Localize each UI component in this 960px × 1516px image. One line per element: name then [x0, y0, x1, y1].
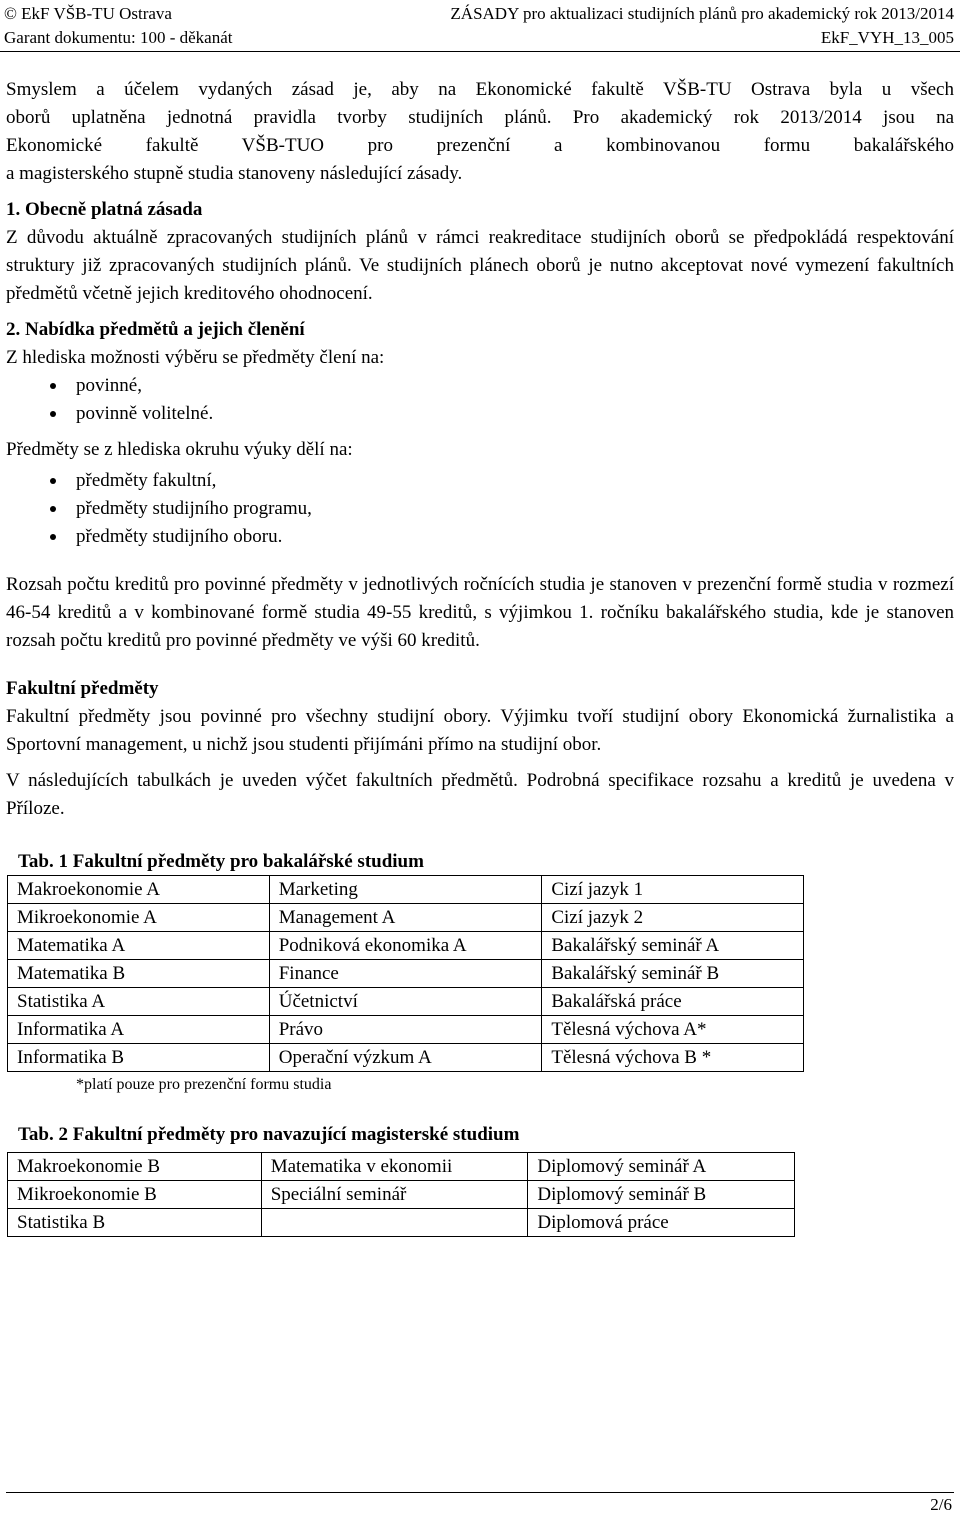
faculty-paragraph: Fakultní předměty jsou povinné pro všechny studijní obory. Výjimku tvoří studijní obory Ekonomická žurnalistika a Sportovní management, u nichž jsou studenti přijímáni přímo na studijní obor. — [6, 706, 954, 755]
intro-line: Smyslem a účelem vydaných zásad je, aby na Ekonomické fakultě VŠB-TU Ostrava byla u všech — [6, 79, 954, 100]
footer-divider — [6, 1492, 954, 1493]
table-cell: Matematika A — [8, 932, 270, 960]
table-cell: Informatika A — [8, 1016, 270, 1044]
table-row — [8, 960, 804, 988]
table-row — [8, 988, 804, 1016]
page-header — [0, 0, 960, 52]
list-item: předměty fakultní, — [6, 467, 954, 495]
list-item: předměty studijního oboru. — [6, 523, 954, 551]
table-cell: Matematika B — [8, 960, 270, 988]
table-cell: Cizí jazyk 2 — [542, 904, 804, 932]
table1-footnote: *platí pouze pro prezenční formu studia — [76, 1076, 332, 1093]
table-cell: Diplomová práce — [528, 1209, 795, 1237]
header-document-title: ZÁSADY pro aktualizaci studijních plánů pro akademický rok 2013/2014 — [450, 4, 954, 23]
section1-text: Z důvodu aktuálně zpracovaných studijních plánů v rámci reakreditace studijních oborů se předpokládá respektování struktury již zpracovaných studijních plánů. Ve studijních plánech oborů je nutno akceptovat nové vymezení fakultních předmětů včetně jejich kreditového ohodnocení. — [6, 227, 954, 304]
table2-caption: Tab. 2 Fakultní předměty pro navazující magisterské studium — [18, 1124, 520, 1145]
list-item: povinné, — [6, 372, 954, 400]
table-cell: Speciální seminář — [261, 1181, 528, 1209]
table-cell: Operační výzkum A — [269, 1044, 542, 1072]
header-row-bottom — [0, 26, 960, 50]
table-cell: Podniková ekonomika A — [269, 932, 542, 960]
table-cell: Makroekonomie B — [8, 1153, 262, 1181]
table-row — [8, 904, 804, 932]
credits-paragraph: Rozsah počtu kreditů pro povinné předměty v jednotlivých ročnících studia je stanoven v prezenční formě studia v rozmezí 46-54 kreditů a v kombinované formě studia 49-55 kreditů, s výjimkou 1. ročníku bakalářského studia, kde je stanoven rozsah počtu kreditů pro povinné předměty ve výši 60 kreditů. — [6, 574, 954, 651]
table-cell: Statistika A — [8, 988, 270, 1016]
table-cell: Statistika B — [8, 1209, 262, 1237]
header-guarantor: Garant dokumentu: 100 - děkanát — [4, 28, 233, 47]
table-cell: Management A — [269, 904, 542, 932]
scope-list — [6, 467, 954, 551]
table-row — [8, 932, 804, 960]
table-cell: Tělesná výchova A* — [542, 1016, 804, 1044]
table-row — [8, 1209, 795, 1237]
list-item: předměty studijního programu, — [6, 495, 954, 523]
table1-caption: Tab. 1 Fakultní předměty pro bakalářské studium — [18, 851, 424, 872]
document-body — [6, 76, 954, 1237]
header-row-top — [0, 2, 960, 26]
scope-intro: Předměty se z hlediska okruhu výuky dělí na: — [6, 439, 353, 460]
section1-heading: 1. Obecně platná zásada — [6, 199, 203, 220]
intro-line: oborů uplatněna jednotná pravidla tvorby studijních plánů. Pro akademický rok 2013/2014 jsou na — [6, 107, 954, 128]
table-cell: Bakalářský seminář A — [542, 932, 804, 960]
intro-line: a magisterského stupně studia stanoveny následující zásady. — [6, 163, 463, 184]
table-cell: Informatika B — [8, 1044, 270, 1072]
table-cell: Mikroekonomie B — [8, 1181, 262, 1209]
table-cell — [261, 1209, 528, 1237]
section2-heading: 2. Nabídka předmětů a jejich členění — [6, 319, 305, 340]
header-document-code: EkF_VYH_13_005 — [820, 28, 954, 47]
table-cell: Makroekonomie A — [8, 876, 270, 904]
faculty-heading: Fakultní předměty — [6, 678, 159, 699]
table-cell: Finance — [269, 960, 542, 988]
table-cell: Tělesná výchova B * — [542, 1044, 804, 1072]
table-row — [8, 1181, 795, 1209]
choice-list — [6, 372, 954, 428]
table-cell: Cizí jazyk 1 — [542, 876, 804, 904]
table-row — [8, 1044, 804, 1072]
table-cell: Bakalářský seminář B — [542, 960, 804, 988]
header-copyright: © EkF VŠB-TU Ostrava — [4, 4, 172, 23]
table-cell: Mikroekonomie A — [8, 904, 270, 932]
table-cell: Diplomový seminář A — [528, 1153, 795, 1181]
table-cell: Diplomový seminář B — [528, 1181, 795, 1209]
table-cell: Bakalářská práce — [542, 988, 804, 1016]
intro-paragraph — [6, 76, 954, 188]
table-cell: Matematika v ekonomii — [261, 1153, 528, 1181]
intro-line: Ekonomické fakultě VŠB-TUO pro prezenční a kombinovanou formu bakalářského — [6, 135, 954, 156]
table-cell: Právo — [269, 1016, 542, 1044]
table-row — [8, 1153, 795, 1181]
choice-intro: Z hlediska možnosti výběru se předměty člení na: — [6, 347, 385, 368]
table2 — [7, 1152, 795, 1237]
table-cell: Marketing — [269, 876, 542, 904]
list-item: povinně volitelné. — [6, 400, 954, 428]
tables-intro-paragraph: V následujících tabulkách je uveden výčet fakultních předmětů. Podrobná specifikace rozsahu a kreditů je uvedena v Příloze. — [6, 770, 954, 819]
page-number: 2/6 — [930, 1495, 952, 1514]
table-row — [8, 1016, 804, 1044]
table1 — [7, 875, 804, 1072]
table-row — [8, 876, 804, 904]
table-cell: Účetnictví — [269, 988, 542, 1016]
